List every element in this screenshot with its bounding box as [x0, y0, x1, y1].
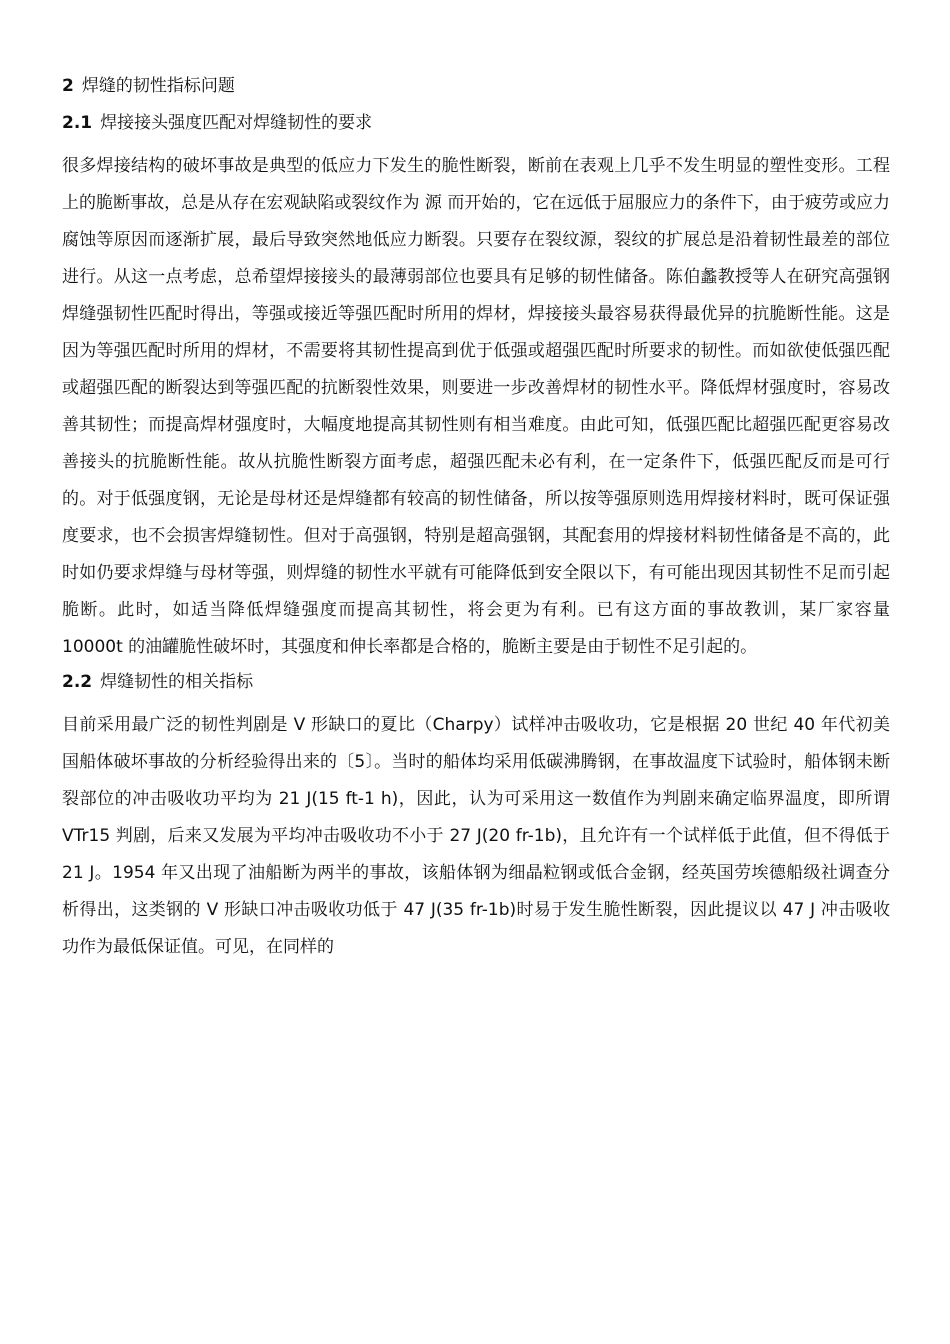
section-2-1-heading — [62, 109, 890, 137]
section-2-2-paragraph: 目前采用最广泛的韧性判剧是 V 形缺口的夏比（Charpy）试样冲击吸收功，它是根据 20 世纪 40 年代初美国船体破坏事故的分析经验得出来的〔5〕。当时的船体均采用低碳沸腾钢，在事故温度下试验时，船体钢未断裂部位的冲击吸收功平均为 21 J(15 ft-1 h)，因此，认为可采用这一数值作为判剧来确定临界温度，即所谓 VTr15 判剧，后来又发展为平均冲击吸收功不小于 27 J(20 fr-1b)，且允许有一个试样低于此值，但不得低于 21 J。1954 年又出现了油船断为两半的事故，该船体钢为细晶粒钢或低合金钢，经英国劳埃德船级社调查分析得出，这类钢的 V 形缺口冲击吸收功低于 47 J(35 fr-1b)时易于发生脆性断裂，因此提议以 47 J 冲击吸收功作为最低保证值。可见，在同样的 — [62, 715, 890, 957]
section-2-1-title: 焊接接头强度匹配对焊缝韧性的要求 — [100, 113, 373, 133]
section-2-1-number: 2.1 — [62, 113, 93, 133]
section-2-heading — [62, 72, 890, 100]
section-2-title: 焊缝的韧性指标问题 — [81, 76, 235, 96]
section-2-1-paragraph: 很多焊接结构的破坏事故是典型的低应力下发生的脆性断裂，断前在表观上几乎不发生明显的塑性变形。工程上的脆断事故，总是从存在宏观缺陷或裂纹作为 源 而开始的，它在远低于屈服应力的条件下，由于疲劳或应力腐蚀等原因而逐渐扩展，最后导致突然地低应力断裂。只要存在裂纹源，裂纹的扩展总是沿着韧性最差的部位进行。从这一点考虑，总希望焊接接头的最薄弱部位也要具有足够的韧性储备。陈伯蠡教授等人在研究高强钢焊缝强韧性匹配时得出，等强或接近等强匹配时所用的焊材，焊接接头最容易获得最优异的抗脆断性能。这是因为等强匹配时所用的焊材，不需要将其韧性提高到优于低强或超强匹配时所要求的韧性。而如欲使低强匹配或超强匹配的断裂达到等强匹配的抗断裂性效果，则要进一步改善焊材的韧性水平。降低焊材强度时，容易改善其韧性；而提高焊材强度时，大幅度地提高其韧性则有相当难度。由此可知，低强匹配比超强匹配更容易改善接头的抗脆断性能。故从抗脆性断裂方面考虑，超强匹配未必有利，在一定条件下，低强匹配反而是可行的。对于低强度钢，无论是母材还是焊缝都有较高的韧性储备，所以按等强原则选用焊接材料时，既可保证强度要求，也不会损害焊缝韧性。但对于高强钢，特别是超高强钢，其配套用的焊接材料韧性储备是不高的，此时如仍要求焊缝与母材等强，则焊缝的韧性水平就有可能降低到安全限以下，有可能出现因其韧性不足而引起脆断。此时，如适当降低焊缝强度而提高其韧性，将会更为有利。已有这方面的事故教训，某厂家容量 10000t 的油罐脆性破坏时，其强度和伸长率都是合格的，脆断主要是由于韧性不足引起的。 — [62, 156, 890, 657]
section-2-2-number: 2.2 — [62, 672, 93, 692]
section-2-number: 2 — [62, 76, 74, 96]
document-page — [62, 72, 890, 966]
section-2-2-title: 焊缝韧性的相关指标 — [100, 672, 254, 692]
section-2-2-heading — [62, 668, 890, 696]
